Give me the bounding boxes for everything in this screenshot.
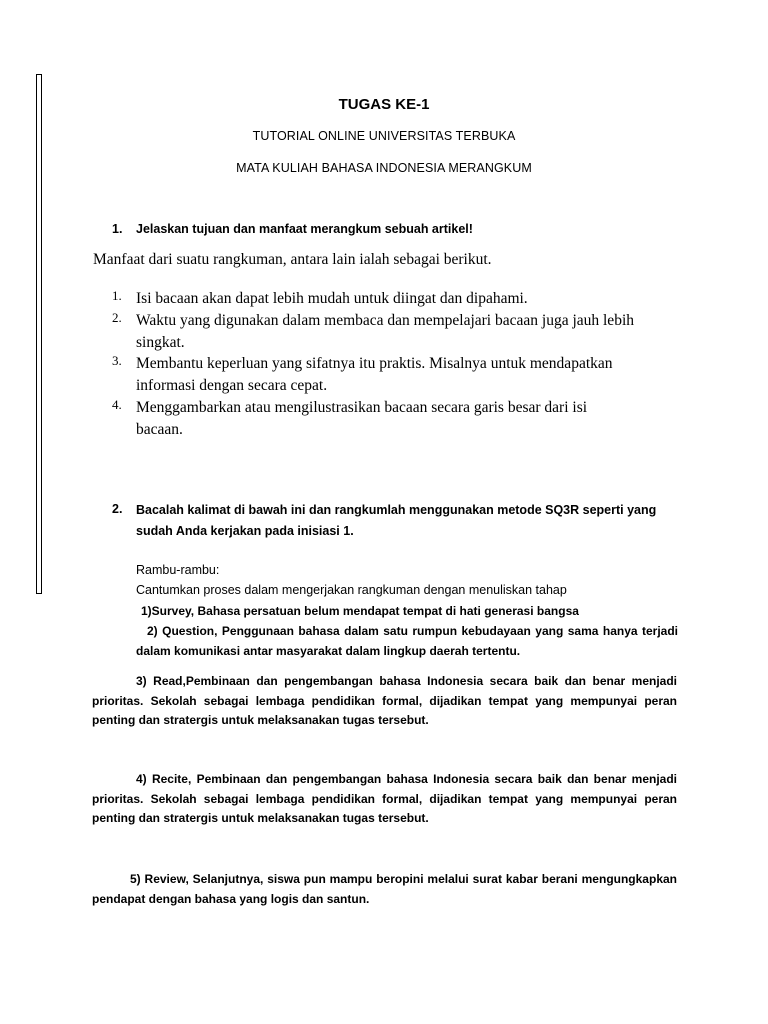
- step-survey: 1)Survey, Bahasa persatuan belum mendapat tempat di hati generasi bangsa: [141, 604, 579, 618]
- list-item-number: 2.: [112, 310, 122, 325]
- step-review: 5) Review, Selanjutnya, siswa pun mampu beropini melalui surat kabar berani mengungkapkan pendapat dengan bahasa yang logis dan santun.: [92, 872, 677, 906]
- list-item-number: 3.: [112, 353, 122, 368]
- subtitle-course: MATA KULIAH BAHASA INDONESIA MERANGKUM: [236, 161, 532, 175]
- question-1-text: Jelaskan tujuan dan manfaat merangkum sebuah artikel!: [136, 222, 473, 236]
- rambu-title: Rambu-rambu:: [136, 563, 220, 577]
- subtitle-university: TUTORIAL ONLINE UNIVERSITAS TERBUKA: [252, 129, 516, 143]
- answer-1-intro: Manfaat dari suatu rangkuman, antara lain ialah sebagai berikut.: [93, 251, 492, 268]
- list-item-number: 1.: [112, 288, 122, 303]
- list-item-text: Menggambarkan atau mengilustrasikan bacaan secara garis besar dari isi bacaan.: [136, 399, 588, 438]
- margin-bar: [36, 74, 42, 594]
- step-question: 2) Question, Penggunaan bahasa dalam satu rumpun kebudayaan yang sama hanya terjadi dalam komunikasi antar masyarakat dalam lingkup daerah tertentu.: [136, 624, 678, 658]
- list-item-text: Isi bacaan akan dapat lebih mudah untuk diingat dan dipahami.: [136, 290, 528, 307]
- question-1-number: 1.: [112, 222, 123, 236]
- list-item-text: Waktu yang digunakan dalam membaca dan mempelajari bacaan juga jauh lebih singkat.: [136, 312, 634, 351]
- rambu-text: Cantumkan proses dalam mengerjakan rangkuman dengan menuliskan tahap: [136, 583, 567, 597]
- page-title: TUGAS KE-1: [338, 96, 430, 113]
- step-read: 3) Read,Pembinaan dan pengembangan bahasa Indonesia secara baik dan benar menjadi prioritas. Sekolah sebagai lembaga pendidikan formal, dijadikan tempat yang mempunyai peran penting dan stratergis untuk melaksanakan tugas tersebut.: [92, 674, 677, 727]
- list-item-text: Membantu keperluan yang sifatnya itu praktis. Misalnya untuk mendapatkan informasi dengan secara cepat.: [136, 355, 613, 394]
- question-2-number: 2.: [112, 502, 123, 516]
- question-2-text: Bacalah kalimat di bawah ini dan rangkumlah menggunakan metode SQ3R seperti yang sudah Anda kerjakan pada inisiasi 1.: [136, 503, 657, 538]
- list-item-number: 4.: [112, 397, 122, 412]
- step-recite: 4) Recite, Pembinaan dan pengembangan bahasa Indonesia secara baik dan benar menjadi prioritas. Sekolah sebagai lembaga pendidikan formal, dijadikan tempat yang mempunyai peran penting dan stratergis untuk melaksanakan tugas tersebut.: [92, 772, 677, 825]
